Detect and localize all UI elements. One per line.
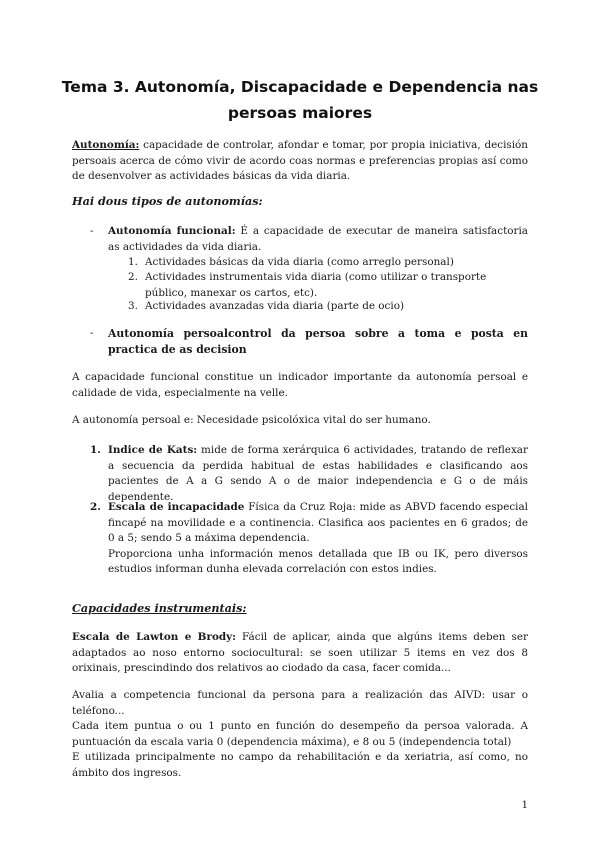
bullet-marker: - [90,327,94,339]
bullet-marker: - [90,225,94,237]
cruz-text-2: Proporciona unha información menos detallada que IB ou IK, pero diversos estudios informan dunha elevada correlación con estos indies. [108,547,528,575]
autonomia-term: Autonomía: [72,139,140,151]
title-line-2: persoas maiores [227,104,373,122]
avalia-line-2: Cada item puntua o ou 1 punto en función do desempeño da persoa valorada. A puntuación da escala varia 0 (dependencia máxima), e 8 ou 5 (independencia total) [72,720,528,748]
paragraph-capacidade: A capacidade funcional constitue un indicador importante da autonomía persoal e calidade de vida, especialmente na velle. [72,371,528,399]
subitem-number: 2. [128,271,138,283]
funcional-text: É a capacidade de executar de maneira satisfactoria as actividades da vida diaria. [108,225,528,253]
kats-number: 1. [90,444,101,456]
cruz-text: Física da Cruz Roja: mide as ABVD facendo especial fincapé na movilidade e a continencia. Clasifica aos pacientes en 6 grados; de 0 a 5; sendo 5 a máxima dependencia. [108,501,529,544]
subitem-text: Actividades avanzadas vida diaria (parte de ocio) [145,300,405,312]
kats-term: Indice de Kats: [108,444,198,456]
cruz-item [108,500,528,578]
title-line-1: Tema 3. Autonomía, Discapacidade e Dependencia nas [61,78,539,96]
persoal-item: Autonomía persoalcontrol da persoa sobre a toma e posta en practica de as decision [108,327,528,356]
page-number: 1 [521,800,528,811]
paragraph-autonomia-persoal: A autonomía persoal e: Necesidade psicolóxica vital do ser humano. [72,414,431,426]
kats-item [108,443,528,505]
lawton-paragraph [72,630,528,677]
autonomia-text: capacidade de controlar, afondar e tomar, por propia iniciativa, decisión persoais acerca de cómo vivir de acordo coas normas e preferencias propias así como de desenvolver as actividades básicas da vida diaria. [72,139,528,182]
tipos-heading: Hai dous tipos de autonomías: [72,194,263,208]
lawton-text: Fácil de aplicar, ainda que algúns items deben ser adaptados ao noso entorno sociocultural: se soen utilizar 5 items en vez dos 8 orixinais, prescindindo dos relativos ao ciodado da casa, facer comida... [72,631,528,674]
instrumentais-heading: Capacidades instrumentais: [72,601,247,615]
lawton-term: Escala de Lawton e Brody: [72,631,237,643]
funcional-item [108,224,528,255]
page-title [60,74,540,126]
autonomia-definition [72,138,528,185]
avalia-line-3: E utilizada principalmente no campo da rehabilitación e da xeriatria, así como, no ámbito dos ingresos. [72,751,528,779]
subitem-text: Actividades básicas da vida diaria (como arreglo personal) [145,256,454,268]
funcional-term: Autonomía funcional: [108,225,236,237]
cruz-number: 2. [90,501,101,513]
kats-text: mide de forma xerárquica 6 actividades, tratando de reflexar a secuencia da perdida habitual de estas habilidades e clasificando aos pacientes de A a G sendo A o de maior independencia e G o de máis dependente. [108,444,528,503]
subitem-text: Actividades instrumentais vida diaria (como utilizar o transporte público, manexar os cartos, etc). [145,271,487,299]
subitem-number: 3. [128,300,138,312]
avalia-line-1: Avalia a competencia funcional da persona para a realización das AIVD: usar o teléfono... [72,689,528,717]
subitem-number: 1. [128,256,138,268]
avalia-paragraph [72,688,528,781]
cruz-term: Escala de incapacidade [108,501,245,513]
